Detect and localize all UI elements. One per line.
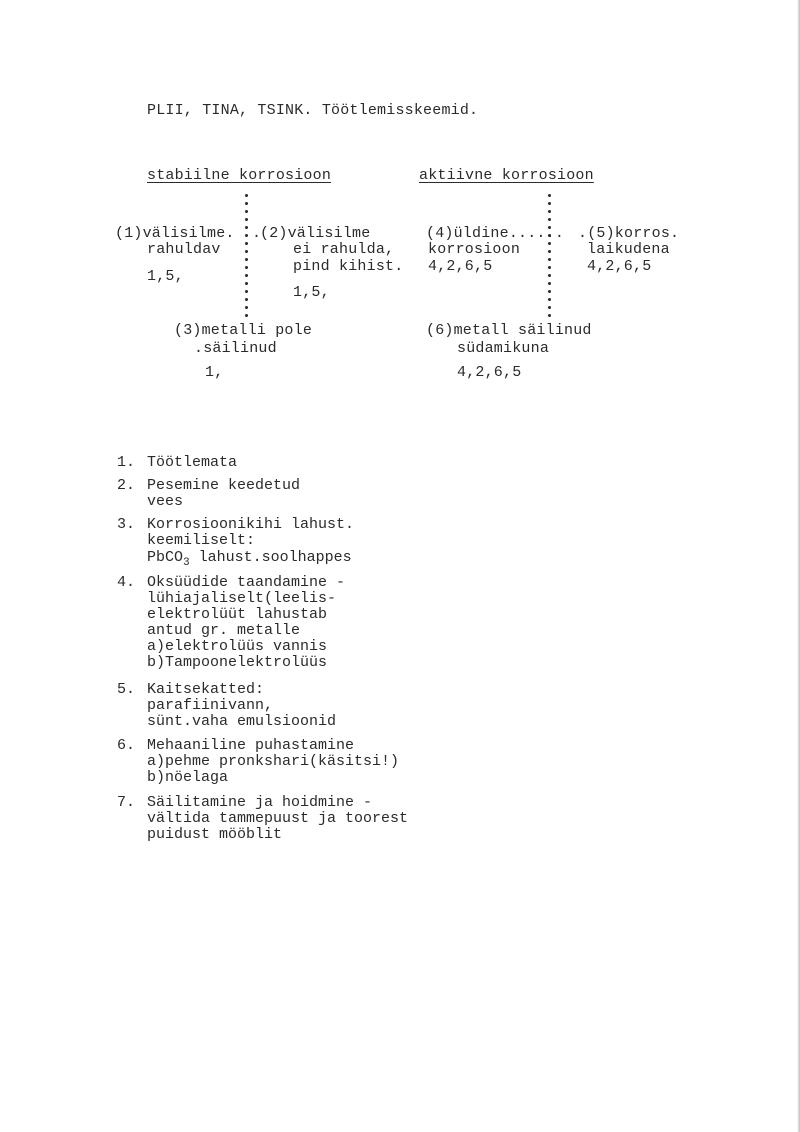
left-column-header: stabiilne korrosioon [147, 167, 332, 184]
legend-number: 3. [117, 516, 136, 533]
legend-line: Mehaaniline puhastamine [147, 737, 355, 754]
right-vertical-dotted-line [548, 194, 552, 322]
node-6-codes: 4,2,6,5 [457, 364, 522, 381]
formula-base: PbCO [147, 549, 184, 566]
node-3-codes: 1, [205, 364, 224, 381]
legend-line: sünt.vaha emulsioonid [147, 713, 337, 730]
legend-line: parafiinivann, [147, 697, 274, 714]
node-5-codes: 4,2,6,5 [587, 258, 652, 275]
node-2-label: (2)välisilme [260, 225, 371, 242]
node-3-desc: .säilinud [194, 340, 277, 357]
node-1-label: (1)välisilme. [115, 225, 235, 242]
node-4-codes: 4,2,6,5 [428, 258, 493, 275]
node-1-desc: rahuldav [147, 241, 221, 258]
node-5-desc: laikudena [587, 241, 670, 258]
node-6-desc: südamikuna [457, 340, 550, 357]
legend-line: Kaitsekatted: [147, 681, 265, 698]
legend-line: b)Tampoonelektrolüüs [147, 654, 328, 671]
legend-line: lühiajaliselt(leelis- [147, 590, 337, 607]
legend-line: vees [147, 493, 184, 510]
legend-number: 1. [117, 454, 136, 471]
connector-1-2: . [252, 225, 262, 242]
legend-line: a)elektrolüüs vannis [147, 638, 328, 655]
node-5-label: .(5)korros. [578, 225, 680, 242]
left-vertical-dotted-line [245, 194, 249, 322]
formula-subscript: 3 [183, 557, 190, 569]
legend-line: Säilitamine ja hoidmine - [147, 794, 373, 811]
legend-formula-line [147, 549, 352, 569]
legend-line: Korrosioonikihi lahust. [147, 516, 355, 533]
legend-line: Pesemine keedetud [147, 477, 301, 494]
node-3-label: (3)metalli pole [174, 322, 313, 339]
legend-line: keemiliselt: [147, 532, 256, 549]
node-6-label: (6)metall säilinud [426, 322, 592, 339]
legend-number: 4. [117, 574, 136, 591]
formula-rest: lahust.soolhappes [189, 549, 352, 566]
node-4-label: (4)üldine...... [426, 225, 565, 242]
legend-line: elektrolüüt lahustab [147, 606, 328, 623]
right-column-header: aktiivne korrosioon [419, 167, 594, 184]
legend-number: 2. [117, 477, 136, 494]
legend-line: puidust mööblit [147, 826, 283, 843]
legend-line: antud gr. metalle [147, 622, 301, 639]
node-2-codes: 1,5, [293, 284, 330, 301]
legend-line: Oksüüdide taandamine - [147, 574, 346, 591]
legend-line: vältida tammepuust ja toorest [147, 810, 409, 827]
node-2-desc-1: ei rahulda, [293, 241, 395, 258]
node-4-desc: korrosioon [428, 241, 521, 258]
legend-line: b)nöelaga [147, 769, 229, 786]
legend-line: a)pehme pronkshari(käsitsi!) [147, 753, 400, 770]
node-2-desc-2: pind kihist. [293, 258, 404, 275]
node-1-codes: 1,5, [147, 268, 184, 285]
legend-number: 5. [117, 681, 136, 698]
document-title: PLII, TINA, TSINK. Töötlemisskeemid. [147, 102, 479, 119]
legend-number: 6. [117, 737, 136, 754]
legend-line: Töötlemata [147, 454, 238, 471]
legend-number: 7. [117, 794, 136, 811]
